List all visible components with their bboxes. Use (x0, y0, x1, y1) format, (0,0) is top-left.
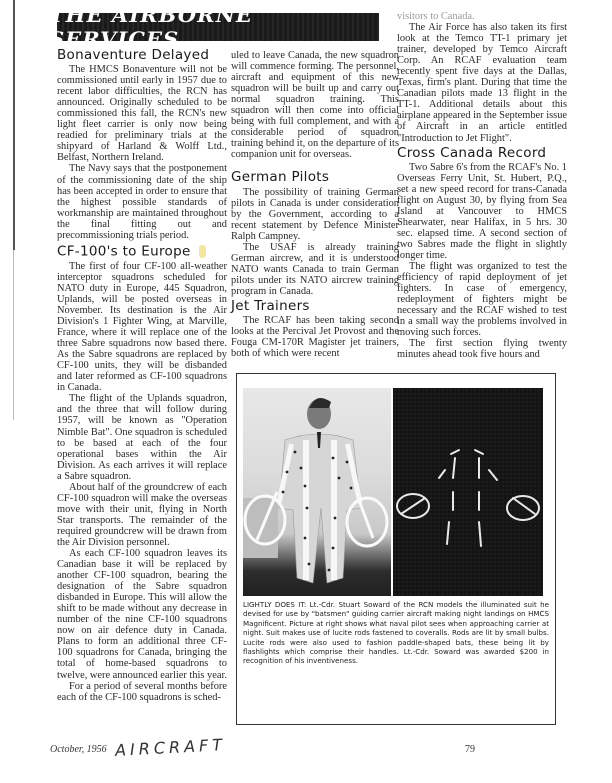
headline-bonaventure: Bonaventure Delayed (57, 47, 210, 63)
photo-man-in-illuminated-suit (243, 388, 391, 596)
page-edge-line (13, 250, 14, 420)
paragraph: The Air Force has also taken its first look at the Temco TT-1 primary jet trainer, developed by Temco Aircraft Corp. An RCAF evaluation team recently spent five days at the Dallas, Texas, firm's plant. During that time the Canadian pilots made 13 flight in the TT-1. Additional details about this airplane appeared in the September issue of Aircraft in an article entitled "Introduction to Jet Flight". (397, 22, 567, 144)
section-banner (48, 3, 379, 51)
paragraph: The flight of the Uplands squadron, and the three that will follow during 1957, will be known as "Operation Nimble Bat". One squadron is scheduled to be based at each of the four operational bases within the Air Division. As each arrives it will replace a Sabre squadron. (57, 393, 227, 482)
man-figure-illustration (243, 388, 391, 596)
headline-jet-trainers: Jet Trainers (231, 297, 310, 314)
paragraph: The HMCS Bonaventure will not be commissioned until early in 1957 due to recent labor difficulties, the RCN has announced. Originally scheduled to be commissioned this fall, the RCN's new light fleet carrier is only now being readied for preliminary trials at the shipyard of Harland & Wolff Ltd., Belfast, Northern Ireland. (57, 64, 227, 164)
paragraph: The flight was organized to test the efficiency of rapid deployment of jet fighters. In case of emergency, redeployment of fighters might be necessary and the RCAF wished to test in a small way the problems involved in moving such forces. (397, 261, 567, 339)
night-lights-illustration (393, 388, 543, 596)
headline-german-pilots: German Pilots (231, 169, 330, 186)
paragraph: For a period of several months before each of the CF-100 squadrons is sched- (57, 680, 227, 703)
paragraph: Two Sabre 6's from the RCAF's No. 1 Overseas Ferry Unit, St. Hubert, P.Q., set a new speed record for trans-Canada flight on August 30, by flying from Sea Island at Vancouver to HMCS Shearwater, near Halifax, in 5 hrs. 30 sec. elapsed time. A second section of two Sabres made the flight in slightly longer time. (397, 161, 567, 261)
paragraph-continuation: uled to leave Canada, the new squadron will commence forming. The personnel, aircraft and equipment of this new squadron will be built up and carry out normal squadron training. This squadron will then come into official being with full complement, and with a considerable period of squadron training behind it, on the departure of its companion unit for overseas. (231, 50, 399, 161)
photo-night-view-of-suit (393, 388, 543, 596)
paragraph: The first of four CF-100 all-weather interceptor squadrons scheduled for NATO duty in Europe, 445 Squadron, Uplands, will be posted overseas in November. Its destination is the Air Division's 1 Fighter Wing, at Marville, France, where it will replace one of the three Sabre squadrons now based there. As the Sabre squadrons are replaced by CF-100 units, they will be disbanded and later reformed as CF-100 squadrons in Canada. (57, 260, 227, 394)
paragraph: The RCAF has been taking second looks at the Percival Jet Provost and the Fouga CM-170R Magister jet trainers, both of which were recent (231, 315, 399, 360)
column-3 (397, 11, 567, 360)
headline-cf100-text: CF-100's to Europe (57, 243, 191, 260)
section-title: THE AIRBORNE SERVICES (48, 3, 253, 51)
page-number: 79 (465, 744, 475, 755)
issue-date: October, 1956 (50, 744, 107, 755)
paragraph-continuation: visitors to Canada. (397, 11, 475, 22)
paragraph: The first section flying twenty minutes ahead took five hours and (397, 338, 567, 361)
highlight-mark (199, 245, 206, 258)
handwritten-note: AIRCRAFT (114, 735, 227, 760)
column-1 (57, 47, 227, 703)
paragraph: The Navy says that the postponement of the commissioning date of the ship has been accepted in order to ensure that the highest possible standards of workmanship are maintained throughout the final fitting out and precommissioning trials period. (57, 163, 227, 241)
paragraph: As each CF-100 squadron leaves its Canadian base it will be replaced by another CF-100 squadron, bearing the designation of the Sabre squadron disbanded in Europe. This will allow the shift to be made without any decrease in number of the nine CF-100 squadrons now on air defence duty in Canada. Plans to form an additional three CF-100 squadrons for Canada, bringing the total of home-based squadrons to twelve, were announced earlier this year. (57, 548, 227, 681)
photo-frame (236, 373, 556, 725)
paragraph: About half of the groundcrew of each CF-100 squadron will make the overseas move with their unit, flying in North Star transports. The remainder of the required groundcrew will be drawn from the Air Division personnel. (57, 481, 227, 548)
paragraph: The possibility of training German pilots in Canada is under consideration by the Government, according to a recent statement by Defence Minister Ralph Campney. (231, 186, 399, 242)
page-edge-line (13, 0, 15, 250)
paragraph: The USAF is already training German aircrew, and it is understood NATO wants Canada to train German pilots under its NATO aircrew training program in Canada. (231, 241, 399, 297)
headline-cross-canada: Cross Canada Record (397, 144, 547, 161)
photo-caption: LIGHTLY DOES IT: Lt.-Cdr. Stuart Soward of the RCN models the illuminated suit he devised for use by "batsmen" guiding carrier aircraft making night landings on HMCS Magnificent. Picture at right shows what naval pilot sees when approaching carrier at night. Suit makes use of lucite rods fastened to coveralls. Rods are lit by small bulbs. Lucite rods were also used to fashion paddle-shaped bats, these being lit by flashlights which comprise their handles. Lt.-Cdr. Soward was awarded $200 in recognition of his inventiveness. (243, 600, 549, 666)
headline-cf100 (57, 245, 227, 258)
column-2 (231, 50, 399, 359)
